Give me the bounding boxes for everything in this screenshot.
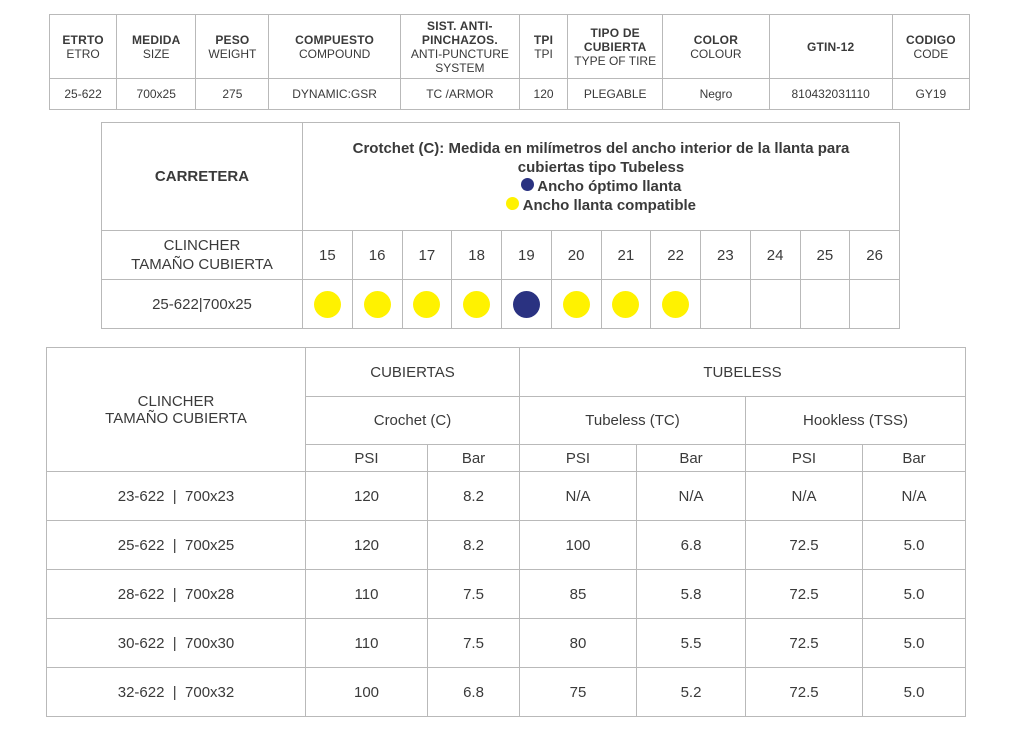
pressure-cell-c-psi: 100 [306,668,428,717]
spec-table [49,14,970,110]
rim-size-header-line2: TAMAÑO CUBIERTA [131,256,273,273]
pressure-cell-tss-psi: N/A [746,472,863,521]
spec-header-es: PESO [215,32,250,47]
spec-header-es: ETRTO [62,32,104,47]
pressure-cell-tss-bar: 5.0 [863,619,966,668]
spec-header-es: COLOR [693,32,739,47]
spec-header-es: MEDIDA [131,32,181,47]
unit-psi: PSI [520,445,637,472]
group-cubiertas: CUBIERTAS [306,348,520,397]
rim-size-header [102,231,303,280]
spec-header-cell [269,15,400,79]
spec-value-cell: 25-622 [50,79,117,110]
spec-header-cell [892,15,969,79]
rim-mark-cell [303,280,353,329]
rim-width-cell: 16 [352,231,402,280]
rim-description-line1: Crotchet (C): Medida en milímetros del ancho interior de la llanta para [352,139,850,157]
rim-size-header-line1: CLINCHER [163,237,241,254]
spec-header-en: TYPE OF TIRE [574,53,657,68]
spec-header-cell [50,15,117,79]
rim-width-cell: 26 [850,231,900,280]
pressure-table [46,347,966,717]
spec-value-cell: GY19 [892,79,969,110]
rim-compatibility-table [101,122,900,329]
pressure-cell-c-bar: 6.8 [428,668,520,717]
unit-bar: Bar [863,445,966,472]
spec-header-cell [400,15,519,79]
spec-header-row [50,15,970,79]
pressure-row [47,472,966,521]
optimal-dot-icon [513,291,540,318]
spec-header-en: SIZE [142,46,170,61]
spec-value-cell: 700x25 [117,79,196,110]
rim-width-cell: 15 [303,231,353,280]
pressure-row [47,521,966,570]
pressure-cell-tss-psi: 72.5 [746,570,863,619]
rim-mark-cell [551,280,601,329]
spec-value-cell: 275 [196,79,269,110]
pressure-cell-size: 30-622 | 700x30 [47,619,306,668]
sub-hookless: Hookless (TSS) [746,397,966,445]
pressure-cell-size: 32-622 | 700x32 [47,668,306,717]
optimal-dot-icon [521,178,534,191]
spec-header-en: COLOUR [690,46,742,61]
rim-mark-cell [601,280,651,329]
pressure-cell-c-bar: 8.2 [428,521,520,570]
rim-row-size: 25-622|700x25 [102,280,303,329]
rim-mark-cell [701,280,751,329]
pressure-cell-tss-psi: 72.5 [746,668,863,717]
spec-header-en: CODE [913,46,949,61]
spec-header-es: COMPUESTO [295,32,375,47]
pressure-cell-tc-bar: 5.5 [637,619,746,668]
spec-header-cell [568,15,663,79]
spec-header-en: COMPOUND [298,46,371,61]
pressure-size-header [47,348,306,472]
unit-psi: PSI [306,445,428,472]
spec-header-en: ANTI-PUNCTURE SYSTEM [410,46,509,75]
spec-header-en: TPI [534,46,553,61]
compatible-dot-icon [463,291,490,318]
legend-compatible [323,196,879,215]
rim-width-cell: 17 [402,231,452,280]
rim-width-cell: 24 [750,231,800,280]
rim-width-row [102,231,900,280]
spec-header-cell [196,15,269,79]
pressure-cell-tss-bar: N/A [863,472,966,521]
spec-header-es: TPI [533,32,554,47]
spec-value-cell: Negro [663,79,769,110]
unit-bar: Bar [428,445,520,472]
pressure-cell-size: 23-622 | 700x23 [47,472,306,521]
legend-optimal-label: Ancho óptimo llanta [537,177,682,195]
rim-width-cell: 18 [452,231,502,280]
spec-header-cell [769,15,892,79]
pressure-cell-tc-psi: 85 [520,570,637,619]
pressure-cell-tc-psi: 80 [520,619,637,668]
spec-header-es: GTIN-12 [806,39,855,54]
spec-value-cell: 810432031110 [769,79,892,110]
rim-description [303,123,900,231]
spec-header-en: ETRO [66,46,100,61]
pressure-cell-c-bar: 7.5 [428,619,520,668]
spec-header-es: CODIGO [905,32,956,47]
compatible-dot-icon [314,291,341,318]
rim-mark-cell [502,280,552,329]
pressure-size-header-line2: TAMAÑO CUBIERTA [105,409,247,427]
sub-tubeless: Tubeless (TC) [520,397,746,445]
rim-mark-cell [850,280,900,329]
pressure-cell-tss-bar: 5.0 [863,570,966,619]
pressure-size-header-line1: CLINCHER [137,392,215,410]
pressure-cell-tc-bar: N/A [637,472,746,521]
legend-compatible-label: Ancho llanta compatible [522,196,696,214]
pressure-cell-c-bar: 7.5 [428,570,520,619]
unit-bar: Bar [637,445,746,472]
rim-description-line2: cubiertas tipo Tubeless [517,158,685,176]
pressure-cell-c-bar: 8.2 [428,472,520,521]
rim-mark-cell [651,280,701,329]
rim-mark-cell [750,280,800,329]
pressure-cell-tc-bar: 5.2 [637,668,746,717]
spec-value-cell: TC /ARMOR [400,79,519,110]
rim-mark-cell [402,280,452,329]
rim-width-cell: 20 [551,231,601,280]
compatible-dot-icon [506,197,519,210]
compatible-dot-icon [662,291,689,318]
pressure-cell-size: 25-622 | 700x25 [47,521,306,570]
rim-width-cell: 21 [601,231,651,280]
rim-mark-cell [352,280,402,329]
spec-header-es: TIPO DE CUBIERTA [583,25,647,54]
legend-optimal [323,177,879,196]
spec-value-cell: 120 [520,79,568,110]
pressure-cell-tss-bar: 5.0 [863,521,966,570]
spec-header-cell [520,15,568,79]
pressure-row [47,619,966,668]
spec-value-cell: DYNAMIC:GSR [269,79,400,110]
rim-title: CARRETERA [102,123,303,231]
compatible-dot-icon [413,291,440,318]
pressure-cell-size: 28-622 | 700x28 [47,570,306,619]
pressure-cell-tss-psi: 72.5 [746,619,863,668]
pressure-cell-c-psi: 110 [306,619,428,668]
pressure-cell-c-psi: 110 [306,570,428,619]
spec-header-cell [663,15,769,79]
spec-header-es: SIST. ANTI- PINCHAZOS. [421,18,498,47]
pressure-cell-tc-psi: 75 [520,668,637,717]
sub-crochet: Crochet (C) [306,397,520,445]
rim-width-cell: 22 [651,231,701,280]
pressure-row [47,668,966,717]
rim-width-cell: 19 [502,231,552,280]
rim-width-cell: 23 [701,231,751,280]
pressure-row [47,570,966,619]
pressure-cell-tc-psi: 100 [520,521,637,570]
spec-header-en: WEIGHT [208,46,257,61]
spec-value-row [50,79,970,110]
compatible-dot-icon [563,291,590,318]
spec-value-cell: PLEGABLE [568,79,663,110]
unit-psi: PSI [746,445,863,472]
pressure-cell-tss-psi: 72.5 [746,521,863,570]
rim-mark-row [102,280,900,329]
pressure-cell-c-psi: 120 [306,521,428,570]
spec-header-cell [117,15,196,79]
rim-mark-cell [800,280,850,329]
pressure-cell-tc-bar: 6.8 [637,521,746,570]
pressure-cell-tss-bar: 5.0 [863,668,966,717]
compatible-dot-icon [364,291,391,318]
pressure-cell-tc-psi: N/A [520,472,637,521]
rim-width-cell: 25 [800,231,850,280]
group-tubeless: TUBELESS [520,348,966,397]
pressure-cell-c-psi: 120 [306,472,428,521]
pressure-cell-tc-bar: 5.8 [637,570,746,619]
rim-mark-cell [452,280,502,329]
compatible-dot-icon [612,291,639,318]
